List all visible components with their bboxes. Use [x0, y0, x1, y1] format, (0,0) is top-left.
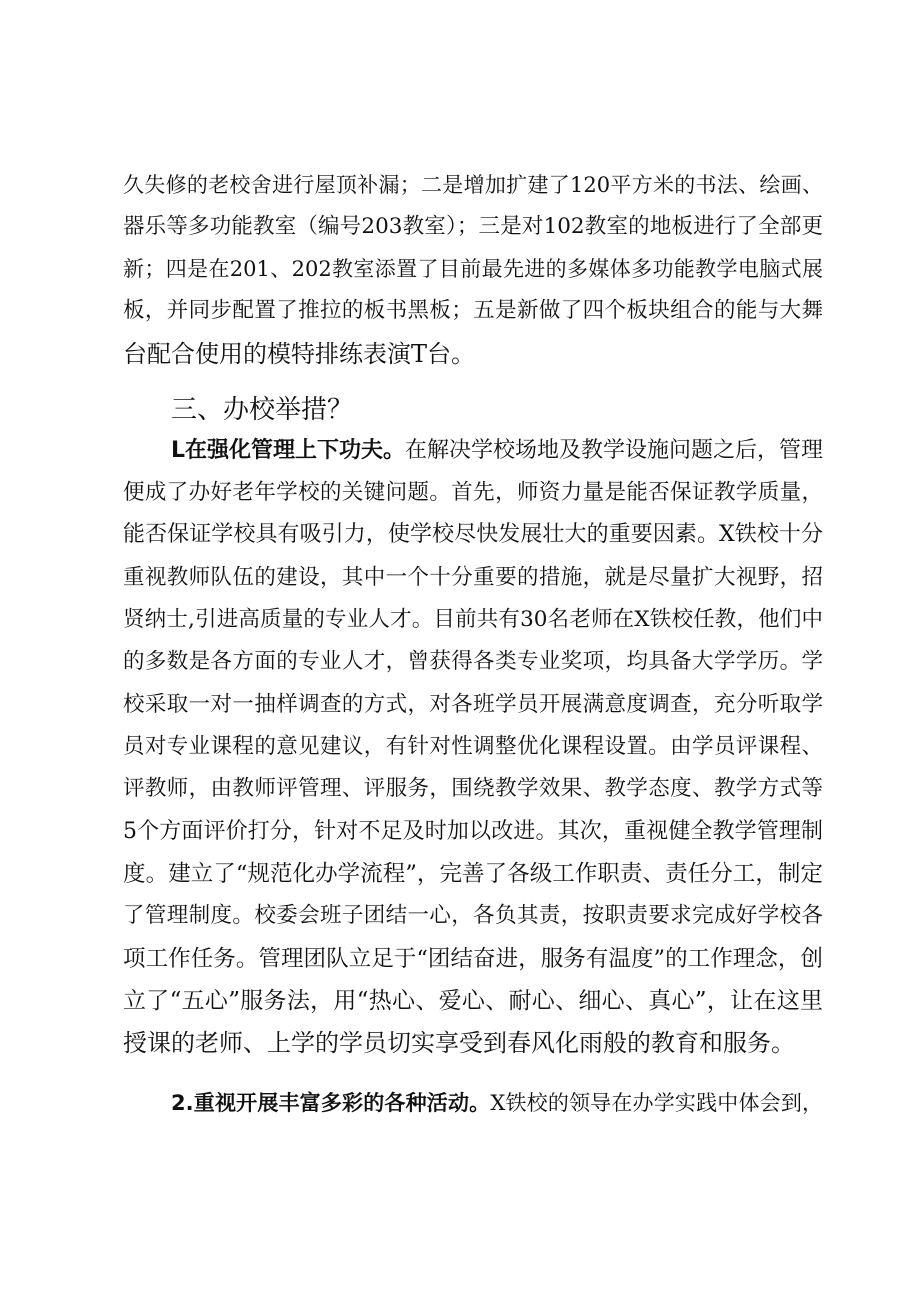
text-line: 新；四是在201、202教室添置了目前最先进的多媒体多功能教学电脑式展 — [123, 257, 823, 281]
text-line: 员对专业课程的意见建议，有针对性调整优化课程设置。由学员评课程、 — [123, 734, 823, 759]
text-line: 便成了办好老年学校的关键问题。首先，师资力量是能否保证教学质量， — [123, 480, 823, 505]
text-line: 板，并同步配置了推拉的板书黑板；五是新做了四个板块组合的能与大舞 — [123, 298, 823, 323]
text-line: 的多数是各方面的专业人才，曾获得各类专业奖项，均具备大学学历。学 — [123, 649, 823, 674]
text-line: 能否保证学校具有吸引力，使学校尽快发展壮大的重要因素。X铁校十分 — [123, 522, 823, 547]
section-heading: 三、办校举措？ — [171, 395, 354, 425]
text-line-first — [171, 436, 823, 466]
text-line-first — [171, 1088, 823, 1118]
text-line: 器乐等多功能教室（编号203教室）；三是对102教室的地板进行了全部更 — [123, 214, 823, 239]
text-line: 贤纳士,引进高质量的专业人才。目前共有30名老师在X铁校任教，他们中 — [123, 607, 823, 632]
text-line: 5个方面评价打分，针对不足及时加以改进。其次，重视健全教学管理制 — [123, 819, 823, 844]
text-line: 项工作任务。管理团队立足于“团结奋进，服务有温度”的工作理念，创 — [123, 946, 823, 972]
text-line-rest: X铁校的领导在办学实践中体会到， — [490, 1091, 824, 1115]
text-line: 校采取一对一抽样调查的方式，对各班学员开展满意度调查，充分听取学 — [123, 692, 823, 717]
text-line-rest: 在解决学校场地及教学设施问题之后，管理 — [405, 438, 824, 463]
paragraph-lead-bold: L在强化管理上下功夫。 — [171, 438, 406, 463]
text-line: 立了“五心”服务法，用“热心、爱心、耐心、细心、真心”，让在这里 — [123, 988, 823, 1014]
text-line: 授课的老师、上学的学员切实享受到春风化雨般的教育和服务。 — [123, 1029, 795, 1057]
text-line: 久失修的老校舍进行屋顶补漏；二是增加扩建了120平方米的书法、绘画、 — [123, 173, 823, 197]
text-line: 台配合使用的模特排练表演T台。 — [123, 340, 476, 368]
text-line: 了管理制度。校委会班子团结一心，各负其责，按职责要求完成好学校各 — [123, 903, 823, 928]
text-line: 评教师，由教师评管理、评服务，围绕教学效果、教学态度、教学方式等 — [123, 776, 823, 801]
paragraph-lead-bold: 2.重视开展丰富多彩的各种活动。 — [171, 1091, 491, 1115]
text-line: 重视教师队伍的建设，其中一个十分重要的措施，就是尽量扩大视野，招 — [123, 565, 823, 590]
text-line: 度。建立了“规范化办学流程”，完善了各级工作职责、责任分工，制定 — [123, 861, 823, 887]
